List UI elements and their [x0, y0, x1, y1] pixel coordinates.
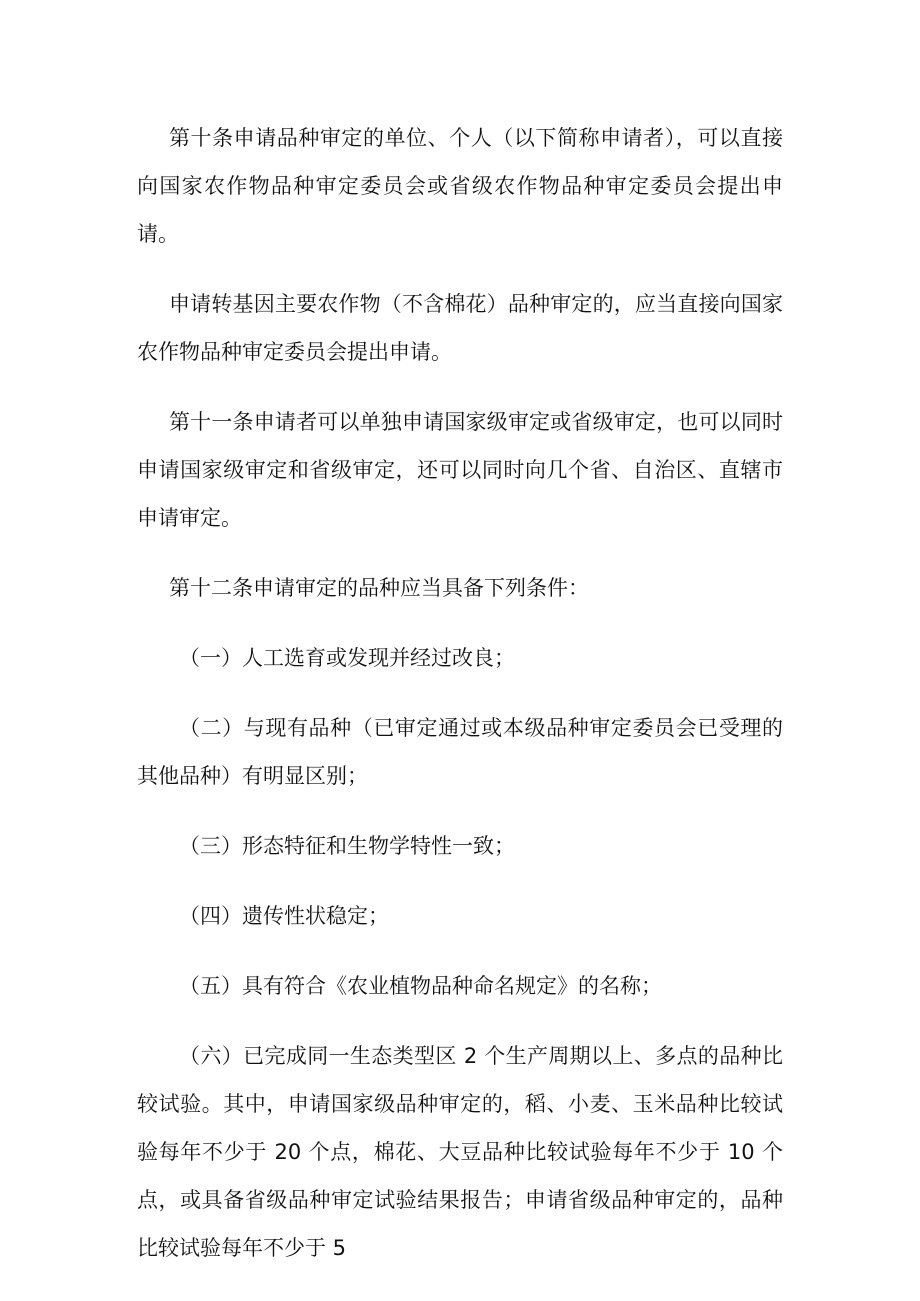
condition-item-2: （二）与现有品种（已审定通过或本级品种审定委员会已受理的其他品种）有明显区别； [137, 716, 783, 788]
paragraph-article-10: 第十条申请品种审定的单位、个人（以下简称申请者），可以直接向国家农作物品种审定委员会或省级农作物品种审定委员会提出申请。 [137, 126, 783, 246]
paragraph-article-11: 第十一条申请者可以单独申请国家级审定或省级审定，也可以同时申请国家级审定和省级审定，还可以同时向几个省、自治区、直辖市申请审定。 [137, 410, 783, 530]
paragraph-transgenic-application: 申请转基因主要农作物（不含棉花）品种审定的，应当直接向国家农作物品种审定委员会提出申请。 [137, 292, 783, 364]
condition-item-3: （三）形态特征和生物学特性一致； [179, 834, 515, 858]
condition-item-5: （五）具有符合《农业植物品种命名规定》的名称； [179, 974, 662, 998]
paragraph-article-12: 第十二条申请审定的品种应当具备下列条件： [169, 576, 589, 600]
condition-item-6: （六）已完成同一生态类型区 2 个生产周期以上、多点的品种比较试验。其中，申请国家级品种审定的，稻、小麦、玉米品种比较试验每年不少于 20 个点，棉花、大豆品种比较试验每年不少于 10 个点，或具备省级品种审定试验结果报告；申请省级品种审定的，品种比较试验每年不少于 5 [137, 1044, 783, 1260]
condition-item-4: （四）遗传性状稳定； [179, 904, 389, 928]
document-body [137, 114, 783, 1294]
condition-item-1: （一）人工选育或发现并经过改良； [179, 646, 515, 670]
